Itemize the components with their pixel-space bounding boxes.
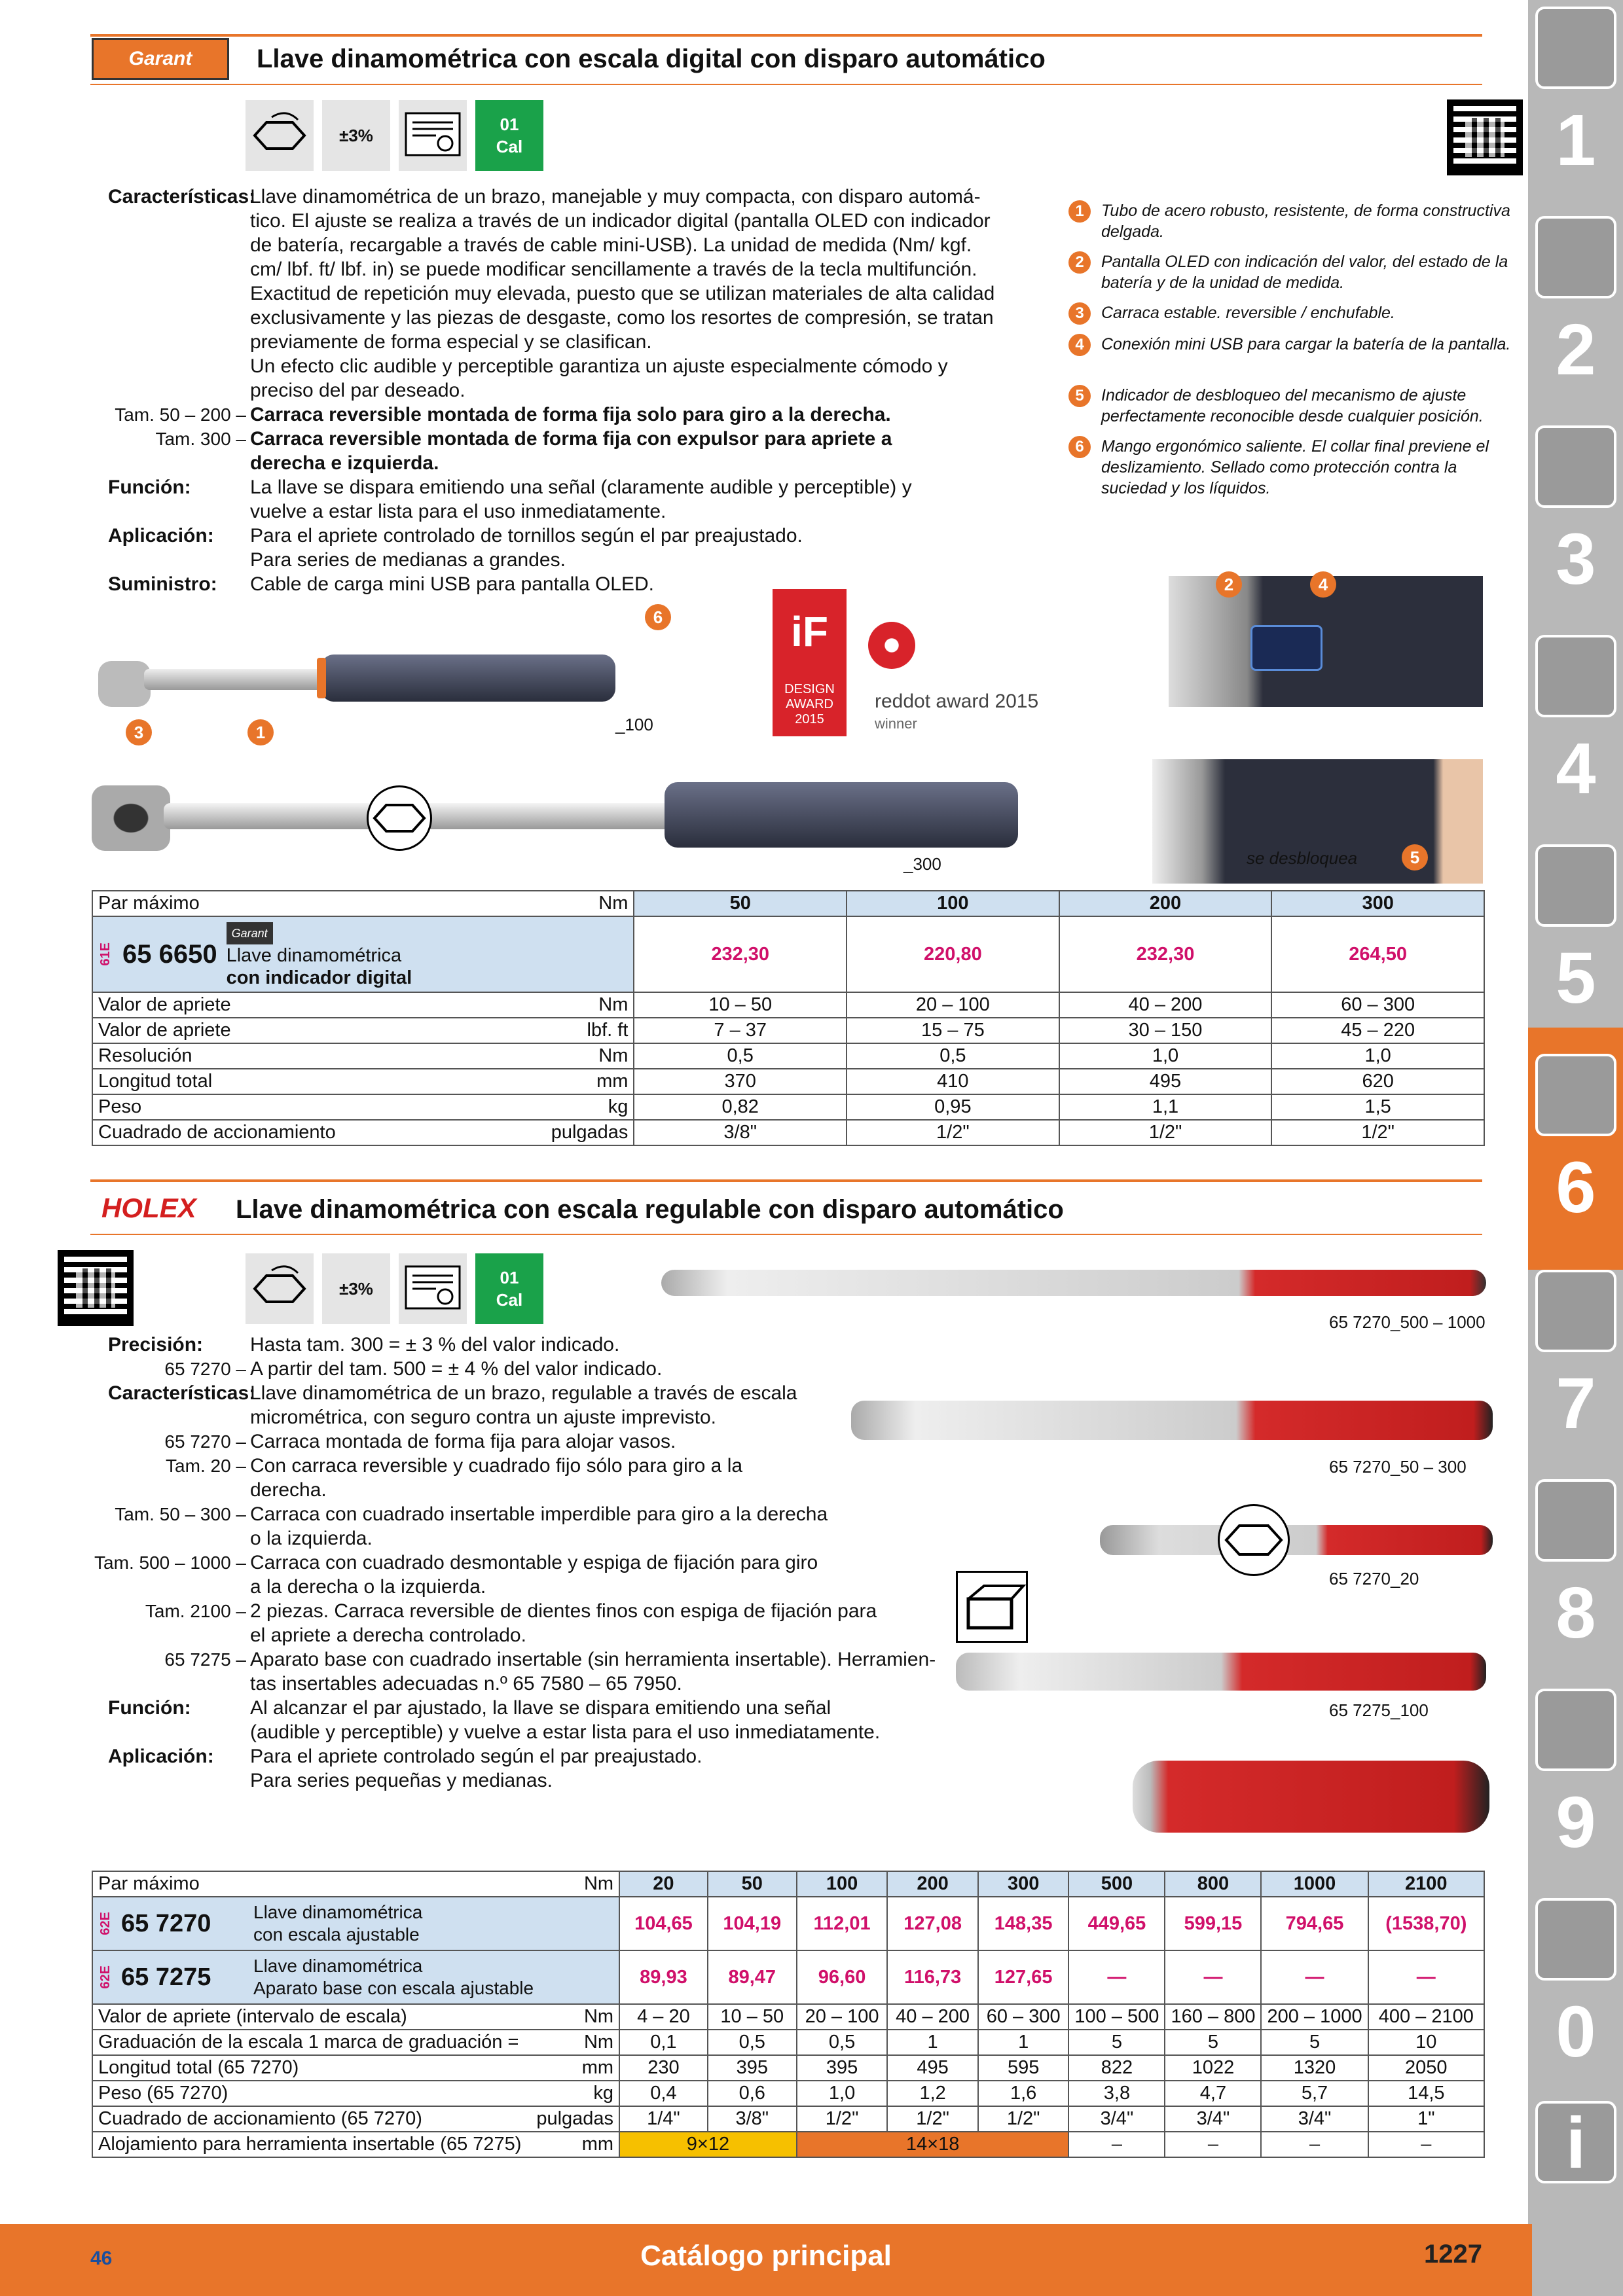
t1-cell: 370 [634, 1069, 847, 1094]
description-line [92, 1405, 910, 1429]
chapter-tab-2[interactable]: 2 [1556, 310, 1596, 390]
t1-size: 50 [634, 891, 847, 916]
description-line [92, 1696, 910, 1720]
callout-2: 2 [1216, 571, 1242, 598]
description-line-label: Precisión: [108, 1334, 204, 1355]
t2-cell: 395 [797, 2055, 888, 2081]
t1-cell: 20 – 100 [847, 992, 1059, 1018]
reddot-winner-text: winner [875, 715, 917, 732]
ratchet-head-image [98, 661, 151, 707]
t2-row-label: Cuadrado de accionamiento (65 7270) pulgadas [92, 2106, 619, 2132]
t2-price: — [1368, 1950, 1484, 2004]
description-line [92, 1551, 910, 1575]
feature-number-2: 2 [1068, 251, 1091, 274]
caracteristicas-label: Características: [108, 186, 256, 207]
t1-row-label: Valor de apriete lbf. ft [92, 1018, 634, 1043]
t2-price: — [1261, 1950, 1368, 2004]
chapter-tab-1[interactable]: 1 [1556, 100, 1596, 181]
top-rule [90, 34, 1482, 37]
wrench-20-image [1100, 1525, 1493, 1555]
hexagon-rotate-icon-4 [1218, 1504, 1290, 1576]
t2-cell: – [1165, 2132, 1261, 2157]
description-line [92, 1478, 910, 1502]
description-line-text: Al alcanzar el par ajustado, la llave se dispara emitiendo una señal [250, 1697, 831, 1719]
t2-cell: 3/4" [1165, 2106, 1261, 2132]
description-line-text: derecha. [250, 1479, 327, 1501]
t2-cell: 10 – 50 [708, 2004, 797, 2030]
t1-cell: 0,5 [634, 1043, 847, 1069]
description-line-label: Tam. 2100 – [145, 1601, 246, 1621]
chapter-tab-icon[interactable] [1535, 635, 1616, 717]
funcion-label: Función: [108, 476, 191, 498]
reddot-award-text: reddot award 2015 [875, 691, 1039, 712]
t2-cell: – [1068, 2132, 1165, 2157]
t1-cell: 15 – 75 [847, 1018, 1059, 1043]
t1-cell: 1/2" [1059, 1120, 1272, 1145]
description-line [92, 1333, 910, 1357]
t2-product-cell [92, 1950, 619, 2004]
t1-cell: 60 – 300 [1271, 992, 1484, 1018]
aplicacion-label: Aplicación: [108, 525, 214, 547]
t2-cell: 1320 [1261, 2055, 1368, 2081]
description-line-label: 65 7275 – [164, 1649, 246, 1670]
caption-desbloquea: se desbloquea [1247, 848, 1358, 868]
t2-product-name-2: con escala ajustable [253, 1924, 420, 1945]
qr-code-icon [1447, 99, 1523, 175]
feature-text-3: Carraca estable. reversible / enchufable. [1101, 304, 1395, 322]
callout-4: 4 [1310, 571, 1336, 598]
tam1-text: Carraca reversible montada de forma fija solo para giro a la derecha. [250, 404, 891, 425]
description-line-text: 2 piezas. Carraca reversible de dientes finos con espiga de fijación para [250, 1600, 877, 1622]
description-line [92, 1429, 910, 1454]
section2-price-table [92, 1871, 1485, 2158]
t1-cell: 620 [1271, 1069, 1484, 1094]
t2-price: 794,65 [1261, 1897, 1368, 1950]
description-line [92, 1744, 910, 1768]
t1-product-cell [92, 916, 634, 992]
chapter-tab-icon[interactable] [1535, 1689, 1616, 1771]
t2-cell: 395 [708, 2055, 797, 2081]
feature-number-4: 4 [1068, 334, 1091, 356]
t2-price: — [1165, 1950, 1261, 2004]
description-line-text: o la izquierda. [250, 1528, 373, 1549]
t1-price: 264,50 [1271, 916, 1484, 992]
description-line-text: a la derecha o la izquierda. [250, 1576, 486, 1598]
t2-size: 100 [797, 1871, 888, 1897]
hexagon-rotate-icon-2 [367, 785, 432, 851]
t2-cell: 1 [887, 2030, 978, 2055]
description-line-text: Hasta tam. 300 = ± 3 % del valor indicado. [250, 1334, 620, 1355]
hexagon-rotate-icon-3 [246, 1253, 314, 1324]
t2-row-label: Alojamiento para herramienta insertable (65 7275) mm [92, 2132, 619, 2157]
t1-cell: 3/8" [634, 1120, 847, 1145]
chapter-tab-icon[interactable] [1535, 216, 1616, 298]
t2-cell: 0,5 [708, 2030, 797, 2055]
t2-price: 148,35 [978, 1897, 1069, 1950]
t2-cell: 4,7 [1165, 2081, 1261, 2106]
feature-number-3: 3 [1068, 302, 1091, 325]
caption-100: _100 [615, 715, 653, 734]
t1-cell: 495 [1059, 1069, 1272, 1094]
wrench-handle-image [321, 655, 615, 702]
t2-row-label: Peso (65 7270) kg [92, 2081, 619, 2106]
t2-product-name-1: Llave dinamométrica [253, 1902, 423, 1922]
feature-text-4: Conexión mini USB para cargar la batería de la pantalla. [1101, 335, 1511, 353]
t1-size: 200 [1059, 891, 1272, 916]
section2-description [92, 1333, 936, 1793]
chapter-tab-icon[interactable] [1535, 7, 1616, 89]
description-line [92, 1672, 910, 1696]
t2-cell: 3,8 [1068, 2081, 1165, 2106]
t1-product-prefix: 61E [98, 942, 113, 966]
description-line-text: A partir del tam. 500 = ± 4 % del valor indicado. [250, 1358, 663, 1380]
footer-title: Catálogo principal [640, 2240, 892, 2272]
chapter-tab-i[interactable]: i [1565, 2103, 1586, 2183]
feature-text-5: Indicador de desbloqueo del mecanismo de ajuste perfectamente reconocible desde cualquier posición. [1101, 386, 1484, 425]
chapter-tab-5[interactable]: 5 [1556, 938, 1596, 1018]
qr-code-icon-2 [58, 1250, 134, 1326]
t2-cell: 60 – 300 [978, 2004, 1069, 2030]
t1-cell: 1,0 [1271, 1043, 1484, 1069]
t2-cell: 5 [1261, 2030, 1368, 2055]
certificate-icon [399, 100, 467, 171]
t1-garant-badge: Garant [227, 922, 273, 944]
description-line [92, 1768, 910, 1793]
callout-6: 6 [645, 604, 671, 630]
t1-cell: 0,95 [847, 1094, 1059, 1120]
calibration-icon: 01 Cal [475, 100, 543, 171]
t1-cell: 1,5 [1271, 1094, 1484, 1120]
t2-price: 449,65 [1068, 1897, 1165, 1950]
t2-cell: 5,7 [1261, 2081, 1368, 2106]
t2-price: 112,01 [797, 1897, 888, 1950]
t1-cell: 410 [847, 1069, 1059, 1094]
description-line-text: (audible y perceptible) y vuelve a estar lista para el uso inmediatamente. [250, 1721, 881, 1743]
t2-price: — [1068, 1950, 1165, 2004]
t1-product-name-2: con indicador digital [226, 967, 412, 988]
t2-product-prefix: 62E [98, 1965, 113, 1989]
t2-cell: 0,4 [619, 2081, 708, 2106]
t2-cell: 3/4" [1261, 2106, 1368, 2132]
t2-product-name-1: Llave dinamométrica [253, 1956, 423, 1976]
suministro-text: Cable de carga mini USB para pantalla OLED. [250, 573, 654, 595]
section1-title: Llave dinamométrica con escala digital con disparo automático [257, 45, 1046, 73]
t2-product-code: 65 7270 [121, 1909, 211, 1937]
t1-cell: 1/2" [847, 1120, 1059, 1145]
t2-price: 89,93 [619, 1950, 708, 2004]
t1-price: 232,30 [1059, 916, 1272, 992]
t2-cell: 40 – 200 [887, 2004, 978, 2030]
t2-cell: 4 – 20 [619, 2004, 708, 2030]
chapter-tab-icon[interactable] [1535, 1479, 1616, 1562]
t2-price: 116,73 [887, 1950, 978, 2004]
reddot-logo [868, 622, 915, 669]
tam2-text-1: Carraca reversible montada de forma fija con expulsor para apriete a [250, 428, 892, 450]
footer-page-right: 1227 [1424, 2240, 1482, 2269]
t1-row-label: Cuadrado de accionamiento pulgadas [92, 1120, 634, 1145]
t2-cell: 400 – 2100 [1368, 2004, 1484, 2030]
t2-size: 300 [978, 1871, 1069, 1897]
description-line [92, 1381, 910, 1405]
section2-top-rule [90, 1179, 1482, 1182]
accuracy-icon: ±3% [322, 100, 390, 171]
t2-cell: 1,2 [887, 2081, 978, 2106]
t2-cell: 5 [1165, 2030, 1261, 2055]
calibration-icon-2: 01 Cal [475, 1253, 543, 1324]
t2-cell: 0,5 [797, 2030, 888, 2055]
caption-657270-20: 65 7270_20 [1329, 1569, 1419, 1588]
feature-number-1: 1 [1068, 200, 1091, 223]
t1-price: 220,80 [847, 916, 1059, 992]
t2-product-cell [92, 1897, 619, 1950]
description-line-label: Aplicación: [108, 1746, 214, 1767]
t2-cell: 1,0 [797, 2081, 888, 2106]
t2-price: 127,65 [978, 1950, 1069, 2004]
t1-row-label: Resolución Nm [92, 1043, 634, 1069]
t1-product-name-1: Llave dinamométrica [226, 944, 402, 966]
t2-cell: 230 [619, 2055, 708, 2081]
t1-cell: 0,82 [634, 1094, 847, 1120]
t2-cell-9x12: 9×12 [619, 2132, 797, 2157]
certificate-icon-2 [399, 1253, 467, 1324]
t2-cell-14x18: 14×18 [797, 2132, 1069, 2157]
description-line-text: micrométrica, con seguro contra un ajuste imprevisto. [250, 1407, 716, 1428]
t2-row-label: Valor de apriete (intervalo de escala) Nm [92, 2004, 619, 2030]
t1-cell: 7 – 37 [634, 1018, 847, 1043]
description-line-label: Tam. 500 – 1000 – [94, 1552, 246, 1573]
t2-size: 800 [1165, 1871, 1261, 1897]
t1-cell: 40 – 200 [1059, 992, 1272, 1018]
description-line [92, 1357, 910, 1381]
description-line-text: Para series pequeñas y medianas. [250, 1770, 553, 1791]
description-line-text: Carraca montada de forma fija para alojar vasos. [250, 1431, 676, 1452]
t2-product-prefix: 62E [98, 1912, 113, 1935]
t2-cell: 2050 [1368, 2055, 1484, 2081]
t2-cell: 200 – 1000 [1261, 2004, 1368, 2030]
t1-cell: 30 – 150 [1059, 1018, 1272, 1043]
chapter-tab-4[interactable]: 4 [1556, 728, 1596, 809]
aplicacion-text-1: Para el apriete controlado de tornillos según el par preajustado. [250, 525, 803, 547]
t2-price: 127,08 [887, 1897, 978, 1950]
wrench-50-300-image [851, 1401, 1493, 1440]
t2-cell: 0,6 [708, 2081, 797, 2106]
t1-cell: 45 – 220 [1271, 1018, 1484, 1043]
chapter-tab-3[interactable]: 3 [1556, 519, 1596, 600]
callout-3: 3 [126, 719, 152, 745]
description-line [92, 1454, 910, 1478]
t1-cell: 0,5 [847, 1043, 1059, 1069]
description-line-label: Función: [108, 1697, 191, 1719]
tam2-text-2: derecha e izquierda. [250, 452, 439, 474]
t2-size: 2100 [1368, 1871, 1484, 1897]
description-line [92, 1575, 910, 1599]
chapter-tab-8[interactable]: 8 [1556, 1573, 1596, 1653]
handle-closeup-image [1133, 1761, 1489, 1833]
description-line-text: Carraca con cuadrado insertable imperdible para giro a la derecha [250, 1503, 828, 1525]
t2-cell: 160 – 800 [1165, 2004, 1261, 2030]
footer-page-left: 46 [90, 2248, 113, 2269]
orange-collar [317, 658, 326, 698]
feature-text-2: Pantalla OLED con indicación del valor, del estado de la batería y de la unidad de medida. [1101, 253, 1508, 292]
t2-cell: 495 [887, 2055, 978, 2081]
aplicacion-text-2: Para series de medianas a grandes. [250, 549, 566, 571]
chapter-tab-7[interactable]: 7 [1556, 1363, 1596, 1444]
t2-header-cell: Par máximo Nm [92, 1871, 619, 1897]
feature-text-1: Tubo de acero robusto, resistente, de forma constructiva delgada. [1101, 202, 1510, 241]
callout-5: 5 [1402, 844, 1428, 870]
wrench-657275-image [956, 1653, 1486, 1691]
t2-size: 200 [887, 1871, 978, 1897]
t2-price: 104,65 [619, 1897, 708, 1950]
ratchet-head-300-image [92, 785, 170, 851]
description-line-text: Aparato base con cuadrado insertable (sin herramienta insertable). Herramien- [250, 1649, 936, 1670]
t2-cell: 1/2" [887, 2106, 978, 2132]
hexagon-rotate-icon [246, 100, 314, 171]
description-line [92, 1720, 910, 1744]
chapter-tab-9[interactable]: 9 [1556, 1782, 1596, 1863]
chapter-tab-6[interactable]: 6 [1556, 1147, 1596, 1228]
t2-cell: 595 [978, 2055, 1069, 2081]
t2-cell: 20 – 100 [797, 2004, 888, 2030]
t2-product-code: 65 7275 [121, 1963, 211, 1991]
description-line-label: Tam. 20 – [166, 1456, 246, 1476]
t2-cell: 1 [978, 2030, 1069, 2055]
description-line-text: Carraca con cuadrado desmontable y espiga de fijación para giro [250, 1552, 818, 1573]
caracteristicas-text: Llave dinamométrica de un brazo, manejable y muy compacta, con disparo automá- tico. El ajuste se realiza a través de un indicador digital (pantalla OLED con indicador de batería, recargable a través de cable mini-USB). La unidad de medida (Nm/ kgf. cm/ lbf. ft/ lbf. in) se puede modificar sencillamente a través de la tecla multifunción. Exactitud de repetición muy elevada, puesto que se utilizan materiales de alta calidad exclusivamente y las piezas de desgaste, como los resortes de compresión, se tratan previamente de forma especial y se clasifican. Un efecto clic audible y perceptible garantiza un ajuste especialmente cómodo y preciso del par deseado. [250, 186, 995, 401]
if-design-award-logo: iF DESIGN AWARD 2015 [773, 589, 847, 736]
description-line [92, 1502, 910, 1526]
callout-1: 1 [247, 719, 274, 745]
t2-cell: 1022 [1165, 2055, 1261, 2081]
t2-cell: 3/4" [1068, 2106, 1165, 2132]
t2-product-name-2: Aparato base con escala ajustable [253, 1978, 534, 1998]
t2-price: 104,19 [708, 1897, 797, 1950]
t1-size: 300 [1271, 891, 1484, 916]
description-line [92, 1599, 910, 1623]
chapter-tab-0[interactable]: 0 [1556, 1992, 1596, 2072]
description-line-text: Para el apriete controlado según el par preajustado. [250, 1746, 702, 1767]
caption-657275-100: 65 7275_100 [1329, 1700, 1429, 1720]
t2-cell: 0,1 [619, 2030, 708, 2055]
t2-size: 1000 [1261, 1871, 1368, 1897]
description-line-label: Características: [108, 1382, 256, 1404]
t2-size: 500 [1068, 1871, 1165, 1897]
t2-row-label: Longitud total (65 7270) mm [92, 2055, 619, 2081]
t2-cell: 100 – 500 [1068, 2004, 1165, 2030]
caption-300: _300 [903, 854, 941, 874]
t2-cell: 5 [1068, 2030, 1165, 2055]
chapter-tab-icon[interactable] [1535, 425, 1616, 508]
t1-price: 232,30 [634, 916, 847, 992]
feature-text-6: Mango ergonómico saliente. El collar final previene el deslizamiento. Sellado como protección contra la suciedad y los líquidos. [1101, 437, 1489, 497]
garant-logo: Garant [92, 38, 229, 80]
description-line [92, 1647, 936, 1672]
tam1-label: Tam. 50 – 200 – [115, 404, 246, 425]
description-line-text: tas insertables adecuadas n.º 65 7580 – 65 7950. [250, 1673, 682, 1695]
t2-cell: 822 [1068, 2055, 1165, 2081]
description-line-label: 65 7270 – [164, 1431, 246, 1452]
funcion-text-2: vuelve a estar lista para el uso inmediatamente. [250, 501, 666, 522]
section2-title: Llave dinamométrica con escala regulable con disparo automático [236, 1195, 1064, 1224]
t1-size: 100 [847, 891, 1059, 916]
t1-cell: 1,1 [1059, 1094, 1272, 1120]
feature-number-5: 5 [1068, 385, 1091, 407]
t2-price: (1538,70) [1368, 1897, 1484, 1950]
feature-number-6: 6 [1068, 436, 1091, 458]
t2-cell: – [1261, 2132, 1368, 2157]
t1-cell: 1,0 [1059, 1043, 1272, 1069]
t2-cell: 3/8" [708, 2106, 797, 2132]
section1-price-table [92, 890, 1485, 1146]
t2-cell: 1,6 [978, 2081, 1069, 2106]
square-profile-icon [956, 1571, 1028, 1643]
t2-cell: 1/2" [978, 2106, 1069, 2132]
wrench-shaft-image [144, 669, 340, 690]
chapter-tab-icon[interactable] [1535, 844, 1616, 927]
t2-cell: 1/4" [619, 2106, 708, 2132]
t2-row-label: Graduación de la escala 1 marca de graduación = Nm [92, 2030, 619, 2055]
description-line-label: 65 7270 – [164, 1359, 246, 1379]
t2-price: 599,15 [1165, 1897, 1261, 1950]
description-line-text: Con carraca reversible y cuadrado fijo sólo para giro a la [250, 1455, 743, 1477]
t1-row-label: Peso kg [92, 1094, 634, 1120]
t1-cell: 1/2" [1271, 1120, 1484, 1145]
accuracy-icon-2: ±3% [322, 1253, 390, 1324]
description-line-text: Llave dinamométrica de un brazo, regulable a través de escala [250, 1382, 797, 1404]
t2-price: 96,60 [797, 1950, 888, 2004]
t1-product-code: 65 6650 [122, 939, 217, 969]
t2-cell: 1/2" [797, 2106, 888, 2132]
t2-price: 89,47 [708, 1950, 797, 2004]
description-line [92, 1623, 910, 1647]
description-line [92, 1526, 910, 1551]
t1-cell: 10 – 50 [634, 992, 847, 1018]
description-line-label: Tam. 50 – 300 – [115, 1504, 246, 1524]
section2-title-rule [90, 1234, 1482, 1235]
wrench-handle-300-image [665, 782, 1018, 848]
tam2-label: Tam. 300 – [155, 429, 246, 449]
funcion-text-1: La llave se dispara emitiendo una señal (claramente audible y perceptible) y [250, 476, 912, 498]
caption-657270-50-300: 65 7270_50 – 300 [1329, 1457, 1467, 1477]
suministro-label: Suministro: [108, 573, 217, 595]
t1-row-label: Longitud total mm [92, 1069, 634, 1094]
description-line-text: el apriete a derecha controlado. [250, 1624, 526, 1646]
title-rule [90, 84, 1482, 85]
t2-cell: 10 [1368, 2030, 1484, 2055]
t2-cell: – [1368, 2132, 1484, 2157]
wrench-500-1000-image [661, 1270, 1486, 1296]
holex-logo: HOLEX [101, 1193, 196, 1223]
t1-header-cell: Par máximo Nm [92, 891, 634, 916]
t2-cell: 1" [1368, 2106, 1484, 2132]
chapter-tab-icon[interactable] [1535, 1898, 1616, 1981]
chapter-tab-icon[interactable] [1535, 1054, 1616, 1136]
t2-size: 20 [619, 1871, 708, 1897]
t1-row-label: Valor de apriete Nm [92, 992, 634, 1018]
chapter-tab-icon[interactable] [1535, 1270, 1616, 1352]
t2-cell: 14,5 [1368, 2081, 1484, 2106]
t2-size: 50 [708, 1871, 797, 1897]
caption-657270-500-1000: 65 7270_500 – 1000 [1329, 1312, 1486, 1332]
